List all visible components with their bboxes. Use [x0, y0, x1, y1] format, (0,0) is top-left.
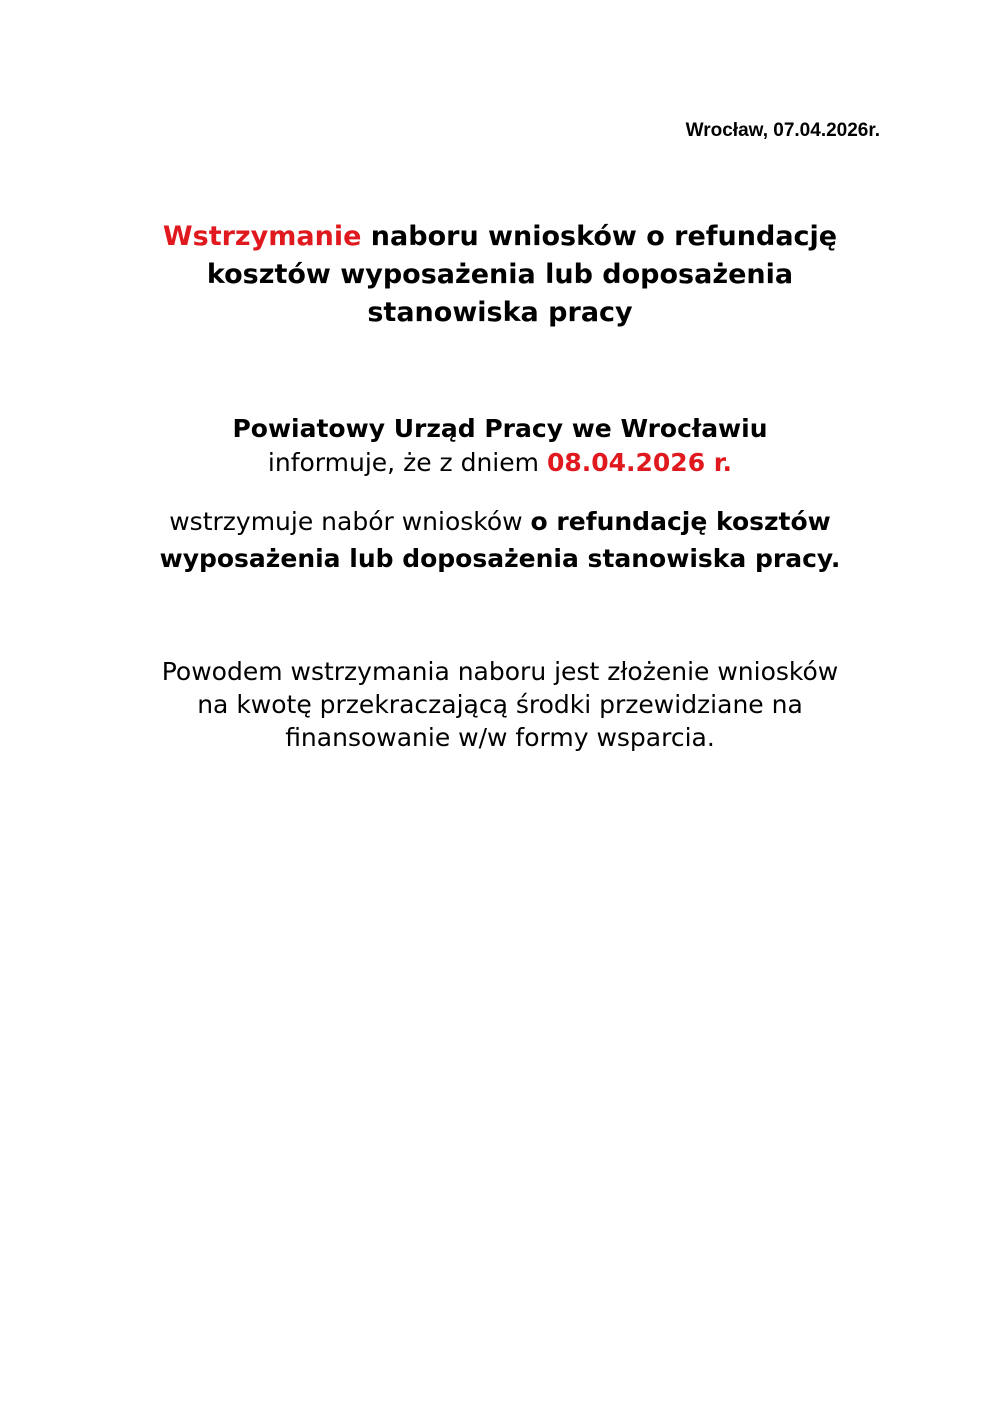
place-and-date: Wrocław, 07.04.2026r. [685, 120, 880, 141]
title-line-2: kosztów wyposażenia lub doposażenia [206, 259, 794, 290]
office-announcement [100, 412, 900, 480]
title-line-1 [100, 218, 900, 256]
reason-line-2: na kwotę przekraczającą środki przewidziane na [197, 690, 803, 719]
informs-prefix: informuje, że z dniem [267, 448, 547, 477]
title-line-1-rest: naboru wniosków o refundację [361, 221, 838, 252]
title-line-3: stanowiska pracy [367, 297, 633, 328]
reason-line-1: Powodem wstrzymania naboru jest złożenie wniosków [161, 657, 839, 686]
document-title [100, 218, 900, 332]
suspension-line-1 [100, 503, 900, 540]
suspension-bold-1: o refundację kosztów [530, 507, 831, 536]
informs-line [100, 446, 900, 480]
suspension-statement [100, 503, 900, 577]
reason-line-3: finansowanie w/w formy wsparcia. [285, 723, 715, 752]
office-name: Powiatowy Urząd Pracy we Wrocławiu [232, 414, 768, 443]
suspension-bold-2: wyposażenia lub doposażenia stanowiska pracy. [159, 544, 841, 573]
effective-date: 08.04.2026 r. [546, 448, 733, 477]
title-highlight: Wstrzymanie [162, 221, 362, 252]
suspension-prefix: wstrzymuje nabór wniosków [169, 507, 531, 536]
reason-paragraph [100, 655, 900, 754]
